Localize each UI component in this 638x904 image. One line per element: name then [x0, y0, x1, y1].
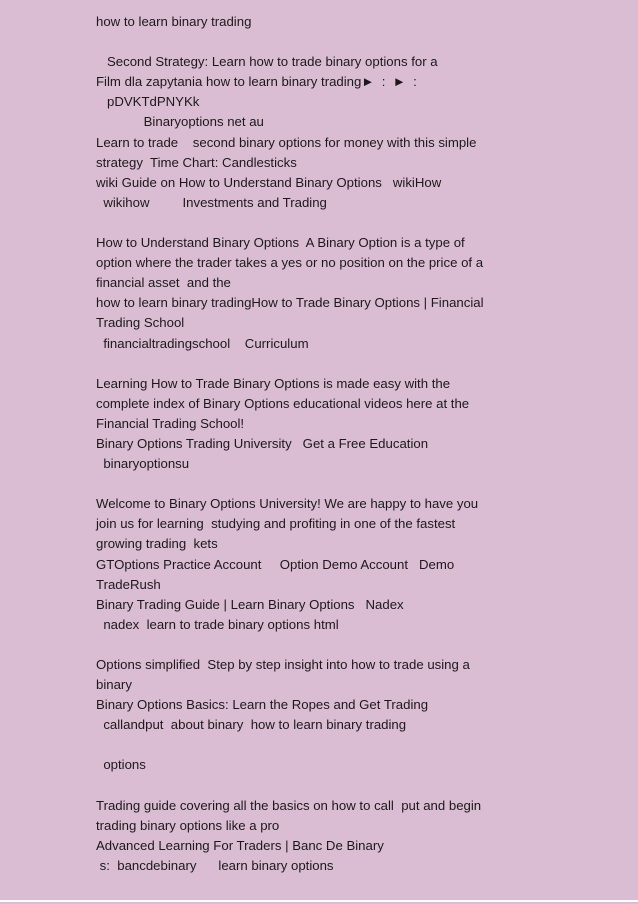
text-line: Binaryoptions net au [96, 114, 264, 130]
text-line: Trading School [96, 315, 185, 331]
blank-line [96, 213, 536, 233]
text-line: Options simplified Step by step insight into how to trade using a [96, 657, 470, 672]
document-body [96, 12, 536, 876]
text-line: option where the trader takes a yes or no position on the price of a [96, 255, 484, 271]
text-line: how to learn binary trading [96, 14, 252, 29]
text-line: financial asset and the [96, 275, 231, 291]
text-line: Binary Options Trading University Get a Free Education [96, 435, 429, 451]
text-line: nadex learn to trade binary options html [96, 616, 339, 632]
text-line: Advanced Learning For Traders | Banc De Binary [96, 837, 384, 853]
text-line: callandput about binary how to learn binary trading [96, 717, 407, 733]
text-line: trading binary options like a pro [96, 817, 280, 833]
text-line: complete index of Binary Options educational videos here at the [96, 395, 470, 411]
text-line: Binary Trading Guide | Learn Binary Options Nadex [96, 596, 404, 612]
text-line: Learning How to Trade Binary Options is made easy with the [96, 375, 451, 391]
text-line: Binary Options Basics: Learn the Ropes and Get Trading [96, 697, 429, 713]
text-line: How to Understand Binary Options A Binary Option is a type of [96, 235, 465, 251]
text-line: wiki Guide on How to Understand Binary Options wikiHow [96, 174, 442, 190]
blank-line [96, 354, 536, 374]
text-line: Film dla zapytania how to learn binary trading► : ► : [96, 74, 417, 90]
blank-line [96, 776, 536, 796]
text-line: how to learn binary tradingHow to Trade Binary Options | Financial [96, 295, 484, 311]
text-line: TradeRush [96, 576, 161, 592]
text-line: join us for learning studying and profiting in one of the fastest [96, 516, 456, 532]
text-line: wikihow Investments and Trading [96, 194, 327, 210]
text-line: financialtradingschool Curriculum [96, 335, 309, 351]
text-line: pDVKTdPNYKk [96, 94, 200, 110]
blank-line [96, 32, 536, 52]
text-line: Learn to trade second binary options for money with this simple [96, 134, 477, 150]
text-line: GTOptions Practice Account Option Demo Account Demo [96, 556, 455, 572]
text-line: growing trading kets [96, 536, 218, 552]
text-line: binary [96, 677, 132, 693]
text-line: Trading guide covering all the basics on how to call put and begin [96, 797, 482, 813]
text-line: Financial Trading School! [96, 415, 245, 431]
text-line: options [96, 757, 146, 773]
text-line: binaryoptionsu [96, 456, 190, 472]
text-line: s: bancdebinary learn binary options [96, 857, 334, 873]
page-bottom-edge [0, 900, 638, 902]
text-line: Welcome to Binary Options University! We are happy to have you [96, 496, 479, 512]
blank-line [96, 635, 536, 655]
blank-line [96, 474, 536, 494]
blank-line [96, 735, 536, 755]
text-line: strategy Time Chart: Candlesticks [96, 154, 297, 170]
text-line: Second Strategy: Learn how to trade binary options for a [96, 54, 438, 70]
